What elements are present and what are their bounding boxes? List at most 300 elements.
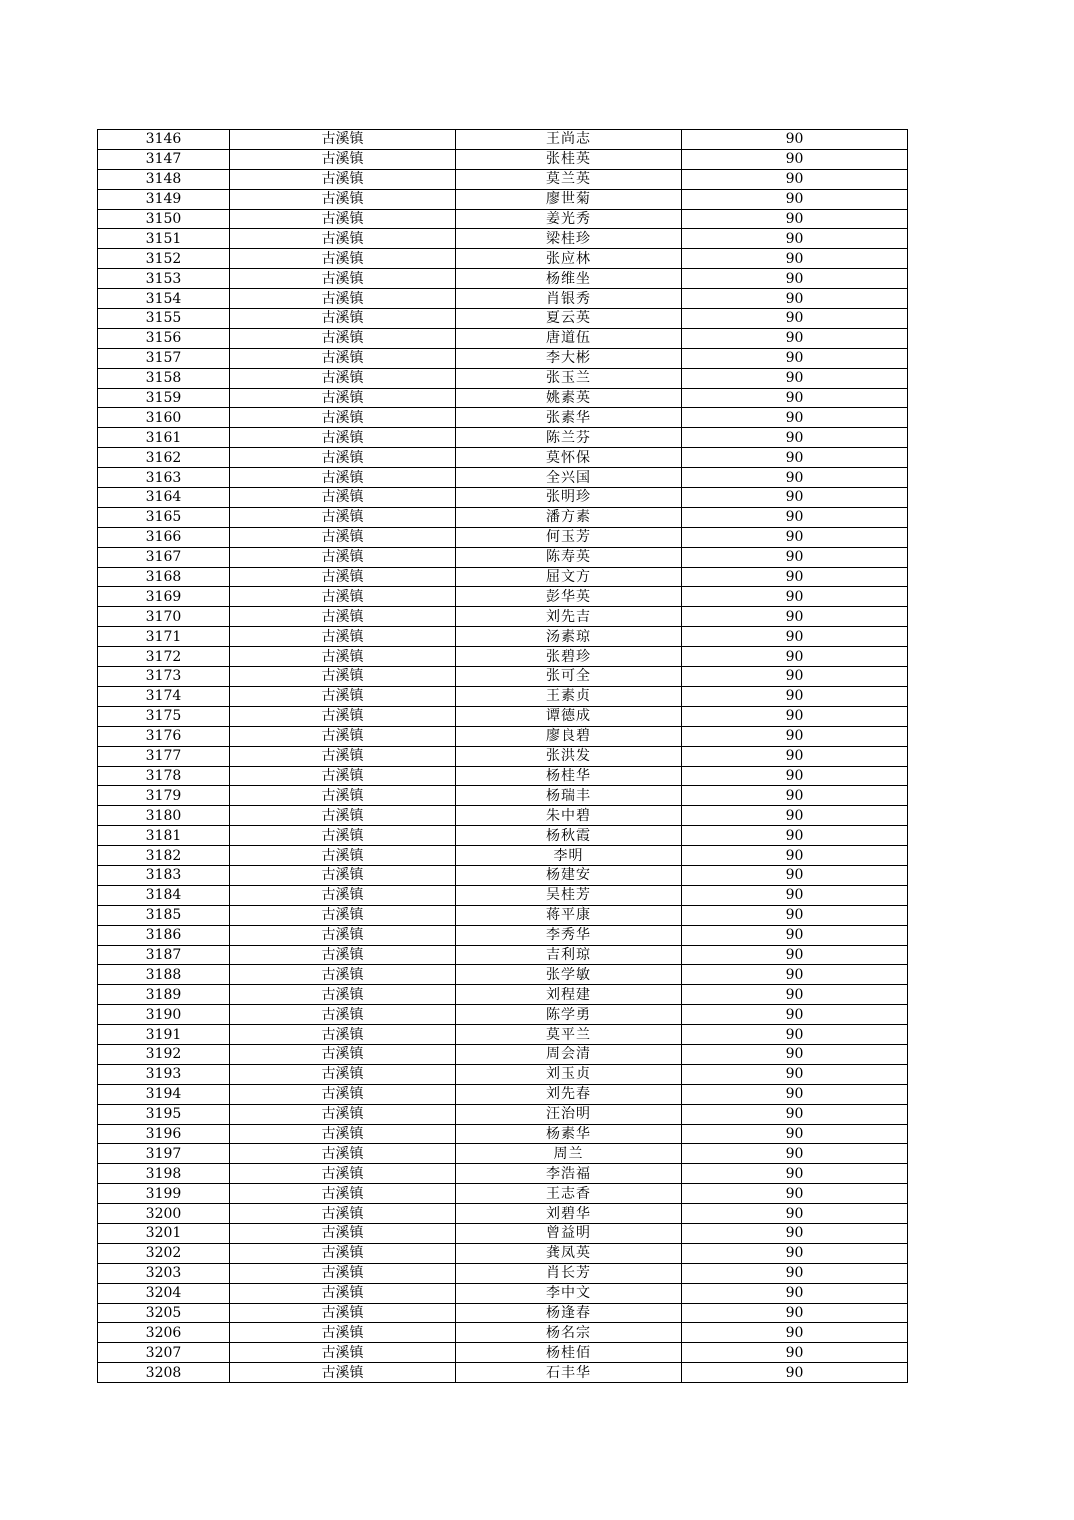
table-row [98,607,908,627]
cell-amount: 90 [682,1124,908,1144]
cell-town: 古溪镇 [230,1223,456,1243]
cell-number: 3190 [98,1005,230,1025]
cell-amount: 90 [682,1343,908,1363]
cell-amount: 90 [682,925,908,945]
cell-name: 张应林 [456,249,682,269]
table-row [98,1184,908,1204]
cell-name: 李浩福 [456,1164,682,1184]
cell-number: 3179 [98,786,230,806]
cell-town: 古溪镇 [230,746,456,766]
cell-town: 古溪镇 [230,269,456,289]
cell-town: 古溪镇 [230,1164,456,1184]
table-row [98,1323,908,1343]
table-row [98,885,908,905]
cell-town: 古溪镇 [230,1303,456,1323]
cell-number: 3197 [98,1144,230,1164]
cell-amount: 90 [682,885,908,905]
cell-name: 张素华 [456,408,682,428]
table-row [98,1025,908,1045]
table-row [98,368,908,388]
cell-number: 3184 [98,885,230,905]
cell-name: 谭德成 [456,706,682,726]
cell-town: 古溪镇 [230,488,456,508]
cell-amount: 90 [682,1184,908,1204]
cell-amount: 90 [682,965,908,985]
cell-amount: 90 [682,1104,908,1124]
cell-name: 李中文 [456,1283,682,1303]
cell-amount: 90 [682,507,908,527]
table-row [98,527,908,547]
cell-town: 古溪镇 [230,1064,456,1084]
cell-town: 古溪镇 [230,1184,456,1204]
table-row [98,547,908,567]
cell-town: 古溪镇 [230,1343,456,1363]
cell-number: 3183 [98,865,230,885]
table-row [98,348,908,368]
cell-town: 古溪镇 [230,1104,456,1124]
cell-town: 古溪镇 [230,667,456,687]
cell-name: 全兴国 [456,468,682,488]
cell-town: 古溪镇 [230,249,456,269]
cell-town: 古溪镇 [230,348,456,368]
cell-name: 王素贞 [456,686,682,706]
cell-name: 龚凤英 [456,1243,682,1263]
cell-town: 古溪镇 [230,826,456,846]
cell-name: 廖世菊 [456,189,682,209]
cell-town: 古溪镇 [230,408,456,428]
cell-number: 3172 [98,647,230,667]
table-row [98,567,908,587]
table-row [98,706,908,726]
cell-town: 古溪镇 [230,925,456,945]
cell-town: 古溪镇 [230,547,456,567]
table-row [98,627,908,647]
table-row [98,806,908,826]
cell-town: 古溪镇 [230,149,456,169]
table-row [98,1204,908,1224]
cell-name: 曾益明 [456,1223,682,1243]
cell-number: 3202 [98,1243,230,1263]
cell-amount: 90 [682,607,908,627]
cell-amount: 90 [682,786,908,806]
cell-number: 3191 [98,1025,230,1045]
cell-amount: 90 [682,269,908,289]
cell-amount: 90 [682,1363,908,1383]
cell-town: 古溪镇 [230,1084,456,1104]
table-row [98,309,908,329]
cell-number: 3182 [98,846,230,866]
cell-amount: 90 [682,726,908,746]
cell-name: 姚素英 [456,388,682,408]
cell-amount: 90 [682,846,908,866]
cell-name: 肖长芳 [456,1263,682,1283]
cell-town: 古溪镇 [230,130,456,150]
cell-number: 3158 [98,368,230,388]
cell-number: 3170 [98,607,230,627]
cell-amount: 90 [682,189,908,209]
cell-town: 古溪镇 [230,189,456,209]
cell-town: 古溪镇 [230,527,456,547]
cell-number: 3162 [98,448,230,468]
cell-town: 古溪镇 [230,905,456,925]
cell-town: 古溪镇 [230,1363,456,1383]
cell-town: 古溪镇 [230,706,456,726]
cell-number: 3151 [98,229,230,249]
cell-town: 古溪镇 [230,846,456,866]
cell-town: 古溪镇 [230,328,456,348]
table-row [98,189,908,209]
cell-name: 王志香 [456,1184,682,1204]
cell-number: 3186 [98,925,230,945]
table-row [98,1044,908,1064]
table-row [98,846,908,866]
cell-amount: 90 [682,746,908,766]
cell-amount: 90 [682,647,908,667]
cell-number: 3204 [98,1283,230,1303]
cell-amount: 90 [682,587,908,607]
cell-name: 吴桂芳 [456,885,682,905]
cell-amount: 90 [682,468,908,488]
cell-amount: 90 [682,667,908,687]
table-row [98,1084,908,1104]
cell-name: 张桂英 [456,149,682,169]
cell-town: 古溪镇 [230,945,456,965]
cell-number: 3174 [98,686,230,706]
table-row [98,667,908,687]
cell-town: 古溪镇 [230,607,456,627]
table-row [98,289,908,309]
cell-name: 李明 [456,846,682,866]
cell-name: 莫怀保 [456,448,682,468]
cell-name: 梁桂珍 [456,229,682,249]
cell-amount: 90 [682,1005,908,1025]
table-row [98,229,908,249]
cell-town: 古溪镇 [230,885,456,905]
cell-number: 3164 [98,488,230,508]
cell-name: 刘先春 [456,1084,682,1104]
cell-amount: 90 [682,368,908,388]
cell-amount: 90 [682,1064,908,1084]
cell-name: 蒋平康 [456,905,682,925]
table-row [98,169,908,189]
cell-number: 3153 [98,269,230,289]
table-row [98,686,908,706]
table-row [98,1243,908,1263]
cell-amount: 90 [682,169,908,189]
cell-number: 3193 [98,1064,230,1084]
table-row [98,945,908,965]
cell-name: 汪治明 [456,1104,682,1124]
cell-town: 古溪镇 [230,468,456,488]
cell-number: 3166 [98,527,230,547]
cell-amount: 90 [682,428,908,448]
cell-name: 姜光秀 [456,209,682,229]
cell-amount: 90 [682,149,908,169]
cell-number: 3149 [98,189,230,209]
cell-name: 张学敏 [456,965,682,985]
table-row [98,388,908,408]
cell-amount: 90 [682,1164,908,1184]
cell-town: 古溪镇 [230,428,456,448]
cell-name: 张可全 [456,667,682,687]
cell-town: 古溪镇 [230,1323,456,1343]
table-row [98,1164,908,1184]
cell-amount: 90 [682,527,908,547]
table-row [98,249,908,269]
cell-amount: 90 [682,289,908,309]
cell-number: 3196 [98,1124,230,1144]
table-row [98,1363,908,1383]
cell-town: 古溪镇 [230,965,456,985]
cell-number: 3201 [98,1223,230,1243]
cell-amount: 90 [682,766,908,786]
cell-amount: 90 [682,1084,908,1104]
cell-name: 杨瑞丰 [456,786,682,806]
cell-name: 陈兰芬 [456,428,682,448]
cell-name: 李大彬 [456,348,682,368]
cell-name: 汤素琼 [456,627,682,647]
cell-name: 杨维坐 [456,269,682,289]
cell-amount: 90 [682,448,908,468]
cell-number: 3157 [98,348,230,368]
cell-amount: 90 [682,1263,908,1283]
cell-town: 古溪镇 [230,309,456,329]
cell-name: 王尚志 [456,130,682,150]
cell-amount: 90 [682,865,908,885]
cell-amount: 90 [682,806,908,826]
table-row [98,1064,908,1084]
table-row [98,130,908,150]
cell-amount: 90 [682,1303,908,1323]
cell-amount: 90 [682,1243,908,1263]
cell-town: 古溪镇 [230,1263,456,1283]
cell-town: 古溪镇 [230,587,456,607]
cell-number: 3198 [98,1164,230,1184]
cell-amount: 90 [682,826,908,846]
cell-number: 3195 [98,1104,230,1124]
cell-amount: 90 [682,1144,908,1164]
table-row [98,726,908,746]
table-row [98,488,908,508]
table-row [98,1223,908,1243]
table-row [98,746,908,766]
cell-number: 3177 [98,746,230,766]
cell-town: 古溪镇 [230,647,456,667]
cell-town: 古溪镇 [230,1124,456,1144]
cell-number: 3199 [98,1184,230,1204]
cell-amount: 90 [682,985,908,1005]
cell-town: 古溪镇 [230,1204,456,1224]
cell-town: 古溪镇 [230,388,456,408]
cell-number: 3152 [98,249,230,269]
table-row [98,149,908,169]
cell-name: 张洪发 [456,746,682,766]
table-row [98,328,908,348]
cell-amount: 90 [682,1283,908,1303]
table-row [98,1303,908,1323]
cell-name: 莫平兰 [456,1025,682,1045]
table-row [98,865,908,885]
table-row [98,209,908,229]
cell-amount: 90 [682,1323,908,1343]
cell-name: 朱中碧 [456,806,682,826]
roster-table [97,129,908,1383]
cell-name: 张明珍 [456,488,682,508]
cell-town: 古溪镇 [230,726,456,746]
table-row [98,1144,908,1164]
cell-amount: 90 [682,328,908,348]
cell-amount: 90 [682,1204,908,1224]
cell-amount: 90 [682,547,908,567]
table-row [98,448,908,468]
table-row [98,428,908,448]
cell-town: 古溪镇 [230,1005,456,1025]
cell-name: 周会清 [456,1044,682,1064]
cell-name: 彭华英 [456,587,682,607]
cell-amount: 90 [682,408,908,428]
cell-number: 3185 [98,905,230,925]
cell-name: 何玉芳 [456,527,682,547]
cell-number: 3181 [98,826,230,846]
table-row [98,766,908,786]
table-row [98,1343,908,1363]
cell-name: 周兰 [456,1144,682,1164]
table-row [98,985,908,1005]
cell-name: 陈学勇 [456,1005,682,1025]
cell-town: 古溪镇 [230,448,456,468]
cell-amount: 90 [682,388,908,408]
cell-name: 杨素华 [456,1124,682,1144]
table-row [98,1124,908,1144]
cell-amount: 90 [682,1223,908,1243]
cell-amount: 90 [682,686,908,706]
cell-amount: 90 [682,1044,908,1064]
cell-name: 石丰华 [456,1363,682,1383]
cell-number: 3176 [98,726,230,746]
cell-town: 古溪镇 [230,1144,456,1164]
cell-name: 陈寿英 [456,547,682,567]
cell-number: 3163 [98,468,230,488]
cell-amount: 90 [682,209,908,229]
table-row [98,468,908,488]
cell-town: 古溪镇 [230,766,456,786]
cell-town: 古溪镇 [230,686,456,706]
cell-town: 古溪镇 [230,368,456,388]
cell-name: 刘碧华 [456,1204,682,1224]
cell-name: 杨秋霞 [456,826,682,846]
cell-town: 古溪镇 [230,806,456,826]
cell-number: 3160 [98,408,230,428]
cell-number: 3208 [98,1363,230,1383]
cell-town: 古溪镇 [230,786,456,806]
cell-number: 3180 [98,806,230,826]
cell-number: 3205 [98,1303,230,1323]
cell-number: 3188 [98,965,230,985]
cell-name: 刘先吉 [456,607,682,627]
cell-town: 古溪镇 [230,209,456,229]
cell-number: 3173 [98,667,230,687]
cell-number: 3155 [98,309,230,329]
cell-name: 杨桂佰 [456,1343,682,1363]
cell-amount: 90 [682,229,908,249]
table-row [98,507,908,527]
cell-name: 唐道伍 [456,328,682,348]
cell-town: 古溪镇 [230,567,456,587]
cell-name: 吉利琼 [456,945,682,965]
cell-number: 3175 [98,706,230,726]
cell-number: 3171 [98,627,230,647]
cell-number: 3189 [98,985,230,1005]
cell-town: 古溪镇 [230,169,456,189]
table-row [98,905,908,925]
cell-number: 3207 [98,1343,230,1363]
cell-number: 3148 [98,169,230,189]
table-row [98,408,908,428]
cell-name: 张碧珍 [456,647,682,667]
cell-number: 3165 [98,507,230,527]
cell-amount: 90 [682,348,908,368]
table-row [98,587,908,607]
cell-name: 屈文方 [456,567,682,587]
cell-town: 古溪镇 [230,865,456,885]
cell-number: 3159 [98,388,230,408]
cell-amount: 90 [682,1025,908,1045]
cell-number: 3178 [98,766,230,786]
table-row [98,786,908,806]
cell-name: 肖银秀 [456,289,682,309]
cell-town: 古溪镇 [230,1283,456,1303]
cell-number: 3203 [98,1263,230,1283]
cell-town: 古溪镇 [230,985,456,1005]
cell-number: 3187 [98,945,230,965]
table-row [98,826,908,846]
cell-amount: 90 [682,130,908,150]
cell-amount: 90 [682,945,908,965]
cell-number: 3167 [98,547,230,567]
table-row [98,965,908,985]
cell-number: 3194 [98,1084,230,1104]
cell-number: 3168 [98,567,230,587]
cell-town: 古溪镇 [230,289,456,309]
cell-name: 张玉兰 [456,368,682,388]
cell-amount: 90 [682,488,908,508]
cell-amount: 90 [682,706,908,726]
cell-number: 3150 [98,209,230,229]
roster-table-body [98,130,908,1383]
cell-amount: 90 [682,567,908,587]
cell-town: 古溪镇 [230,229,456,249]
cell-name: 杨建安 [456,865,682,885]
cell-name: 莫兰英 [456,169,682,189]
cell-town: 古溪镇 [230,1025,456,1045]
cell-name: 杨逢春 [456,1303,682,1323]
cell-name: 夏云英 [456,309,682,329]
cell-amount: 90 [682,249,908,269]
cell-amount: 90 [682,627,908,647]
cell-amount: 90 [682,905,908,925]
cell-town: 古溪镇 [230,1044,456,1064]
cell-name: 杨桂华 [456,766,682,786]
table-row [98,1005,908,1025]
table-row [98,1104,908,1124]
cell-number: 3147 [98,149,230,169]
cell-name: 李秀华 [456,925,682,945]
table-row [98,925,908,945]
cell-number: 3192 [98,1044,230,1064]
cell-name: 刘玉贞 [456,1064,682,1084]
cell-name: 潘方素 [456,507,682,527]
cell-number: 3154 [98,289,230,309]
